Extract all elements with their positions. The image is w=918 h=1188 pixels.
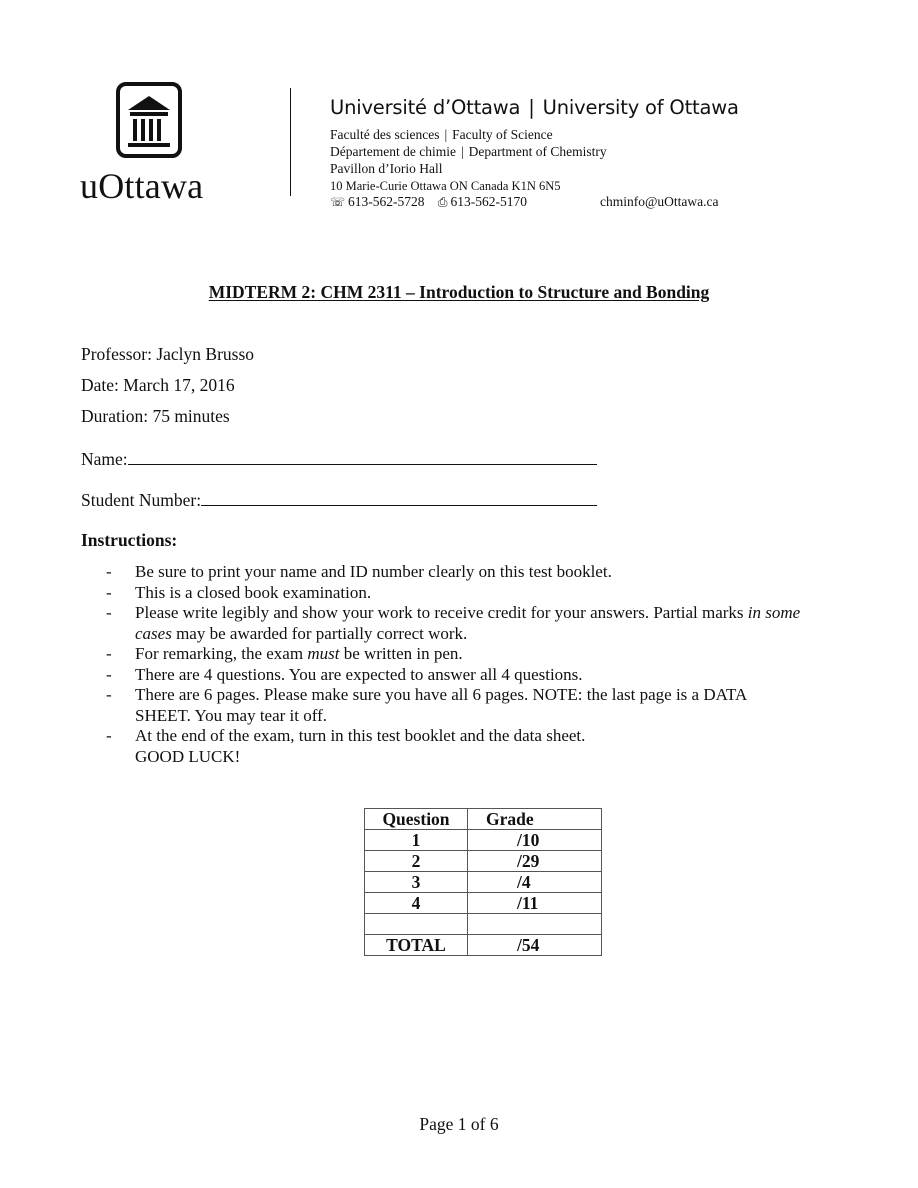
date-line: Date: March 17, 2016 — [81, 375, 235, 395]
instruction-item: - Be sure to print your name and ID number clearly on this test booklet. — [106, 562, 612, 581]
instruction-item: - For remarking, the exam must be written in pen. — [106, 644, 463, 663]
department-fr: Département de chimie — [330, 144, 456, 159]
fax-number — [438, 194, 527, 209]
name-field — [81, 449, 597, 469]
grade-cell[interactable]: /11 — [468, 893, 602, 914]
table-row — [365, 872, 602, 893]
professor-line: Professor: Jaclyn Brusso — [81, 344, 255, 364]
instruction-item: - This is a closed book examination. — [106, 582, 372, 602]
logo-wordmark: uOttawa — [80, 166, 204, 206]
question-cell: 2 — [365, 851, 468, 872]
student-number-field — [81, 490, 597, 510]
contact-line — [330, 194, 720, 210]
university-logo — [80, 80, 290, 206]
instruction-item: - There are 4 questions. You are expected to answer all 4 questions. — [106, 664, 583, 684]
faculty-en: Faculty of Science — [452, 127, 553, 142]
duration-line: Duration: 75 minutes — [81, 406, 230, 426]
faculty-separator: | — [444, 127, 448, 142]
table-row — [365, 914, 602, 935]
student-number-blank-line[interactable] — [201, 491, 597, 506]
instruction-item: - There are 6 pages. Please make sure you have all 6 pages. NOTE: the last page is a DATA SHEET. You may tear it off. — [106, 685, 747, 725]
fax-value: 613-562-5170 — [450, 194, 527, 209]
phone-value: 613-562-5728 — [348, 194, 425, 209]
question-cell: 3 — [365, 872, 468, 893]
grade-cell — [468, 914, 602, 935]
grade-cell[interactable]: /4 — [468, 872, 602, 893]
name-blank-line[interactable] — [128, 450, 597, 465]
column-header-grade: Grade — [468, 809, 602, 830]
question-cell: 1 — [365, 830, 468, 851]
university-name — [330, 96, 739, 120]
question-cell — [365, 914, 468, 935]
instruction-item: - At the end of the exam, turn in this test booklet and the data sheet. — [106, 726, 586, 745]
good-luck-text: GOOD LUCK! — [135, 746, 241, 766]
table-row — [365, 893, 602, 914]
faculty-line — [330, 127, 553, 143]
instructions-heading: Instructions: — [81, 530, 178, 550]
instructions-list — [106, 562, 826, 767]
fax-icon: ⎙ — [437, 195, 448, 209]
total-row — [365, 935, 602, 956]
instruction-item: - Please write legibly and show your work to receive credit for your answers. Partial marks in some cases may be awarded for partially correct work. — [106, 603, 801, 643]
grade-cell[interactable]: /29 — [468, 851, 602, 872]
university-name-en: University of Ottawa — [542, 96, 739, 119]
faculty-fr: Faculté des sciences — [330, 127, 440, 142]
page-number: Page 1 of 6 — [419, 1114, 499, 1134]
grade-cell[interactable]: /10 — [468, 830, 602, 851]
phone-number — [330, 194, 425, 209]
question-cell: 4 — [365, 893, 468, 914]
table-row — [365, 830, 602, 851]
grade-table-header-row — [365, 809, 602, 830]
university-name-fr: Université d’Ottawa — [330, 96, 521, 119]
column-header-question: Question — [365, 809, 468, 830]
department-en: Department of Chemistry — [468, 144, 607, 159]
department-separator: | — [460, 144, 464, 159]
building-line: Pavillon d’Iorio Hall — [330, 161, 443, 176]
university-name-separator: | — [528, 96, 535, 119]
department-line — [330, 144, 607, 160]
grade-table — [364, 808, 602, 956]
name-label: Name: — [81, 449, 128, 469]
table-row — [365, 851, 602, 872]
address-line: 10 Marie-Curie Ottawa ON Canada K1N 6N5 — [330, 179, 561, 193]
total-label: TOTAL — [365, 935, 468, 956]
university-crest-icon — [116, 82, 182, 158]
student-number-label: Student Number: — [81, 490, 202, 510]
exam-title: MIDTERM 2: CHM 2311 – Introduction to Structure and Bonding — [208, 282, 710, 302]
header-divider — [290, 88, 291, 196]
phone-icon: ☏ — [330, 195, 346, 209]
email-address: chminfo@uOttawa.ca — [600, 194, 719, 209]
total-grade-cell[interactable]: /54 — [468, 935, 602, 956]
